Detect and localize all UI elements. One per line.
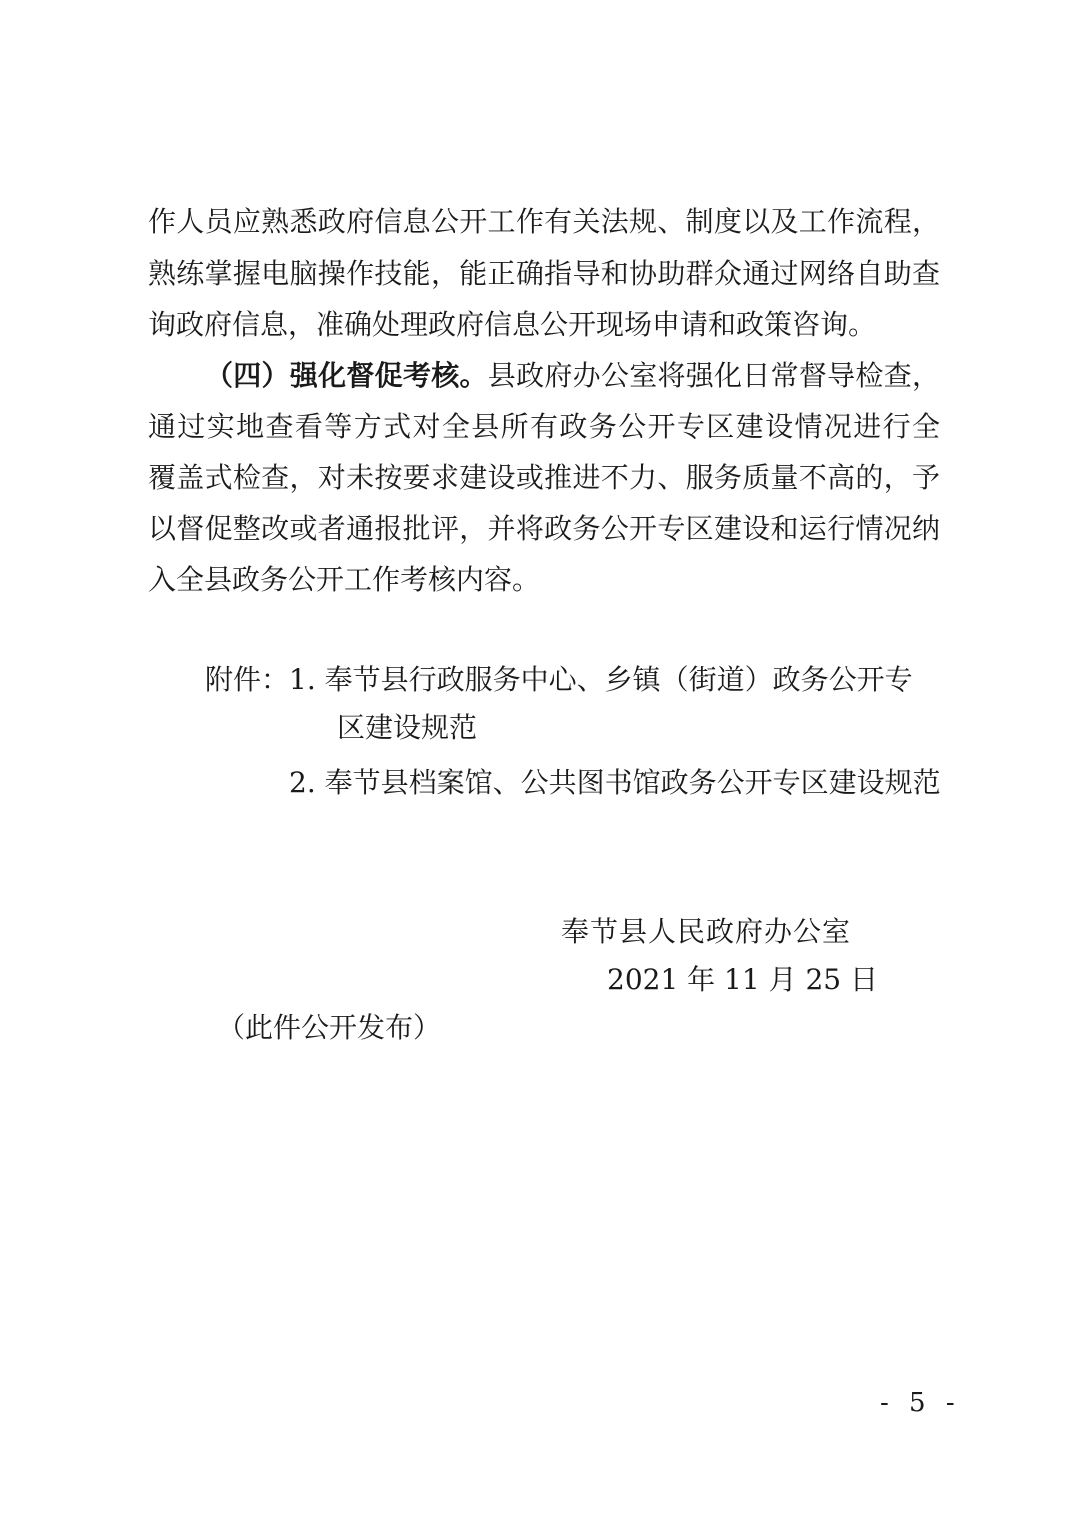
paragraph-2-line-1-text: 县政府办公室将强化日常督导检查， <box>487 359 940 392</box>
attachment-2-title: 奉节县档案馆、公共图书馆政务公开专区建设规范 <box>324 766 941 799</box>
attachment-1-title-cont: 区建设规范 <box>337 711 478 744</box>
paragraph-2-line-5: 入全县政务公开工作考核内容。 <box>148 563 541 596</box>
signature-date: 2021 年 11 月 25 日 <box>607 963 879 996</box>
attachment-label: 附件： <box>205 663 290 696</box>
paragraph-1-line-1: 作人员应熟悉政府信息公开工作有关法规、制度以及工作流程， <box>148 205 940 238</box>
paragraph-2-line-1 <box>205 358 940 394</box>
section-heading: （四）强化督促考核。 <box>205 359 488 392</box>
paragraph-2-line-2: 通过实地查看等方式对全县所有政务公开专区建设情况进行全 <box>148 410 940 443</box>
attachment-1-title: 奉节县行政服务中心、乡镇（街道）政务公开专 <box>324 663 913 696</box>
signature-org: 奉节县人民政府办公室 <box>561 915 852 948</box>
paragraph-2-line-3: 覆盖式检查，对未按要求建设或推进不力、服务质量不高的，予 <box>148 461 940 494</box>
paragraph-1-line-3: 询政府信息，准确处理政府信息公开现场申请和政策咨询。 <box>148 308 877 341</box>
attachment-item-1 <box>205 662 913 698</box>
paragraph-1-line-2: 熟练掌握电脑操作技能，能正确指导和协助群众通过网络自助查 <box>148 257 940 290</box>
attachment-item-2 <box>289 765 941 801</box>
paragraph-2-line-4: 以督促整改或者通报批评，并将政务公开专区建设和运行情况纳 <box>148 512 940 545</box>
page-number: - 5 - <box>880 1388 961 1418</box>
attachment-1-number: 1. <box>289 663 316 696</box>
publication-note: （此件公开发布） <box>217 1011 442 1044</box>
attachment-2-number: 2. <box>289 766 316 799</box>
